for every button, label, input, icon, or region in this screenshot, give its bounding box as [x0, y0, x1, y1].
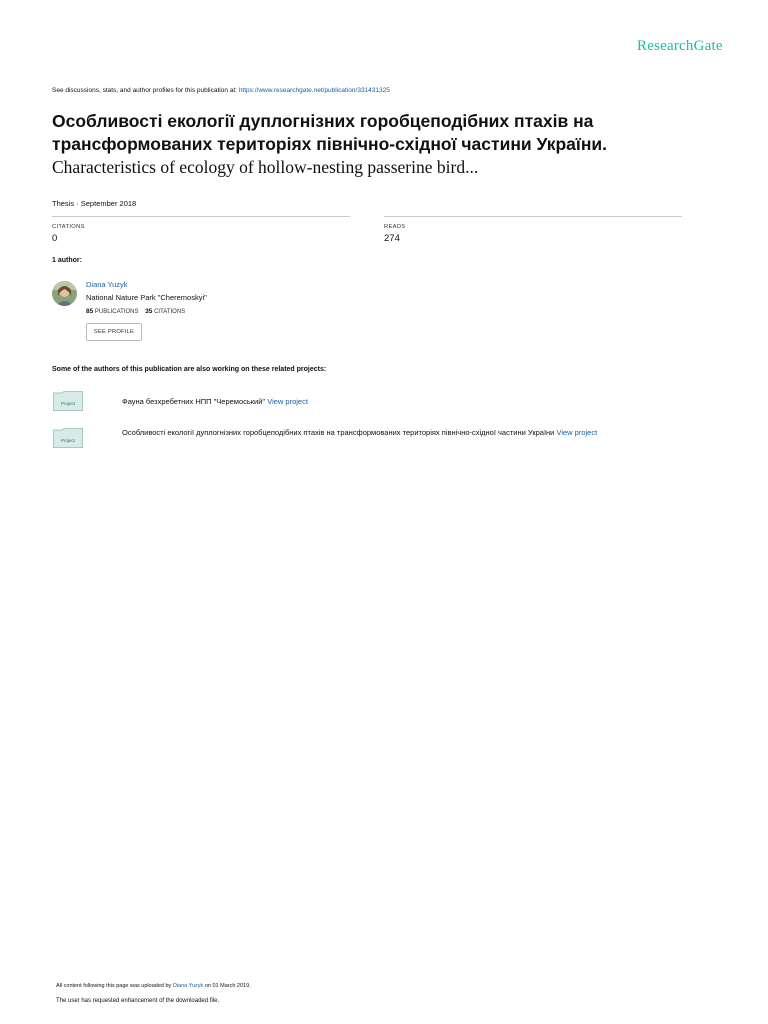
see-profile-button[interactable]: SEE PROFILE: [86, 323, 142, 341]
divider-citations: [52, 216, 350, 217]
related-projects-heading: Some of the authors of this publication are also working on these related projects:: [52, 366, 327, 373]
researchgate-logo[interactable]: ResearchGate: [637, 38, 723, 54]
discussion-line: [52, 87, 390, 94]
reads-value: 274: [384, 233, 400, 244]
avatar[interactable]: [52, 281, 77, 306]
uploader-link[interactable]: Diana Yuzyk: [172, 983, 204, 989]
project-icon-label: Project: [60, 438, 76, 443]
upload-prefix: All content following this page was uploaded by: [56, 983, 172, 989]
title-english: Characteristics of ecology of hollow-nesting passerine bird...: [52, 157, 479, 177]
reads-label: READS: [384, 224, 406, 230]
author-publications-count: 85: [86, 308, 94, 315]
authors-heading: 1 author:: [52, 257, 82, 264]
view-project-link[interactable]: View project: [267, 397, 308, 406]
upload-notice: [56, 983, 251, 989]
project-icon-label: Project: [60, 401, 76, 406]
publication-title: [52, 110, 732, 179]
discussion-prefix: See discussions, stats, and author profiles for this publication at:: [52, 87, 237, 94]
project-icon[interactable]: [53, 391, 83, 416]
divider-reads: [384, 216, 682, 217]
view-project-link[interactable]: View project: [556, 428, 598, 437]
author-stats: [86, 308, 185, 315]
related-project-item: [122, 396, 722, 408]
author-publications-label: PUBLICATIONS: [94, 309, 139, 315]
publication-type-date: Thesis · September 2018: [52, 199, 137, 208]
citations-label: CITATIONS: [52, 224, 85, 230]
project-title: Особливості екології дуплогнізних горобцеподібних птахів на трансформованих територіях північно-східної частини України: [122, 428, 555, 437]
title-ukrainian: Особливості екології дуплогнізних горобцеподібних птахів на трансформованих територіях північно-східної частини України.: [52, 111, 608, 154]
enhancement-notice: The user has requested enhancement of the downloaded file.: [56, 998, 220, 1004]
citations-value: 0: [52, 233, 58, 244]
author-institution: National Nature Park "Cheremoskyi": [86, 293, 207, 302]
related-project-item: [122, 427, 722, 439]
upload-suffix: on 01 March 2019.: [204, 983, 251, 989]
publication-url-link[interactable]: https://www.researchgate.net/publication/331431325: [238, 87, 390, 94]
author-citations-label: CITATIONS: [154, 309, 186, 315]
author-citations-count: 35: [145, 308, 153, 315]
project-icon[interactable]: [53, 428, 83, 453]
project-title: Фауна безхребетних НПП "Черемоський": [122, 397, 266, 406]
author-name-link[interactable]: Diana Yuzyk: [86, 280, 128, 289]
